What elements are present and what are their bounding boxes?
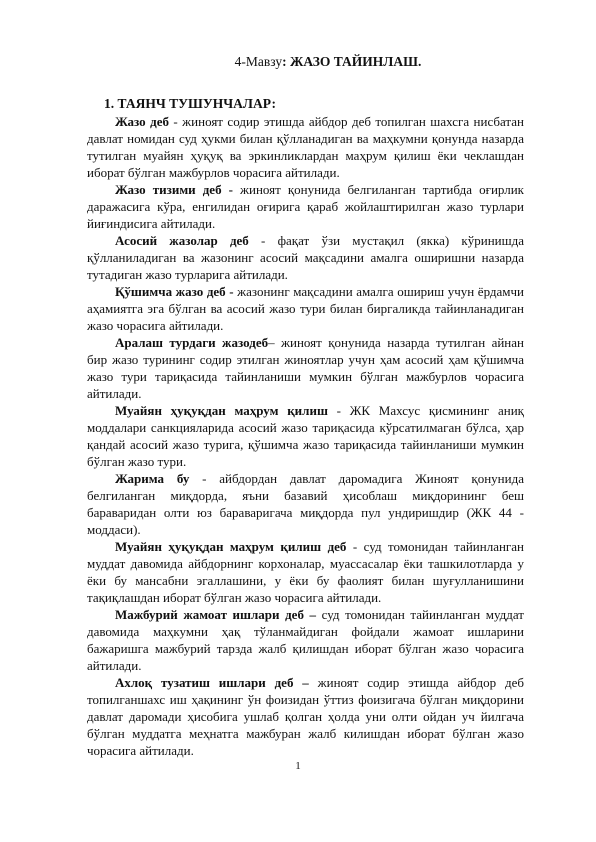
section-heading: 1. ТАЯНЧ ТУШУНЧАЛАР: bbox=[104, 96, 276, 111]
definition-paragraph bbox=[87, 232, 524, 283]
page-title bbox=[0, 54, 596, 70]
definition-paragraph bbox=[87, 674, 524, 759]
definition-text: - айбдордан давлат даромадига Жиноят қонунида белгиланган миқдорда, яъни базавий ҳисоблаш миқдорининг беш бараваридан олти юз бараваригача миқдорда пул ундиришдир (ЖК 44 - моддаси). bbox=[87, 471, 524, 537]
definition-term: Аралаш турдаги жазодеб bbox=[115, 335, 269, 350]
definition-term: Жазо тизими деб - bbox=[115, 182, 233, 197]
definition-text: суд томонидан тайинланган муддат давомида маҳкумни ҳақ тўланмайдиган фойдали жамоат ишларини бажаришга мажбурий тарзда жалб қилишдан иборат бўлган жазо чорасига айтилади. bbox=[87, 607, 524, 673]
definition-paragraph bbox=[87, 113, 524, 181]
definition-term: Асосий жазолар деб bbox=[115, 233, 249, 248]
definition-paragraph bbox=[87, 606, 524, 674]
definition-text: - жиноят содир этишда айбдор деб топилган шахсга нисбатан давлат номидан суд ҳукми билан қўлланадиган ва маҳкумни қонунда назарда тутилган муайян ҳуқуқ ва эркинликлардан маҳрум қилиш ёки чеклашдан иборат бўлган мажбурлов чорасига айтилади. bbox=[87, 114, 524, 180]
definition-term: Ахлоқ тузатиш ишлари деб – bbox=[115, 675, 309, 690]
definition-term: Жазо деб bbox=[115, 114, 169, 129]
definition-paragraph bbox=[87, 470, 524, 538]
definition-paragraph bbox=[87, 283, 524, 334]
definition-text: – жиноят қонунида назарда тутилган айнан бир жазо турининг содир этилган жиноятлар учун ҳам асосий ҳам қўшимча жазо тури тариқасида тайинланиши мумкин бўлган мажбурлов чорасига айтилади. bbox=[87, 335, 524, 401]
definition-text: жиноят содир этишда айбдор деб топилганшахс иш ҳақининг ўн фоизидан ўттиз фоизигача бўлган миқдорини давлат даромади ҳисобига ушлаб қолган ҳолда уни олти ойдан уч йилгача бўлган муддатга меҳнатга мажбуран жалб килишдан иборат бўлган жазо чорасига айтилади. bbox=[87, 675, 524, 758]
definition-text: - суд томонидан тайинланган муддат давомида айбдорнинг корхоналар, муассасалар ёки ташкилотларда у ёки бу мансабни эгаллашини, у ёки бу фаолият билан шуғулланишини тақиқлашдан иборат бўлган жазо чорасига айтилади. bbox=[87, 539, 524, 605]
definition-text: - фақат ўзи мустақил (якка) кўринишда қўлланиладиган ва жазонинг асосий мақсадини амалга оширишни назарда тутадиган жазо турларига айтилади. bbox=[87, 233, 524, 282]
page-number: 1 bbox=[295, 760, 301, 772]
definition-term: Муайян ҳуқуқдан маҳрум қилиш bbox=[115, 403, 328, 418]
definition-paragraph bbox=[87, 334, 524, 402]
definition-term: Мажбурий жамоат ишлари деб – bbox=[115, 607, 317, 622]
definition-paragraph bbox=[87, 402, 524, 470]
title-prefix: 4-Мавзу bbox=[234, 54, 283, 69]
definition-term: Жарима бу bbox=[115, 471, 190, 486]
title-main: : ЖАЗО ТАЙИНЛАШ. bbox=[282, 54, 422, 69]
definition-term: Қўшимча жазо деб - bbox=[115, 284, 234, 299]
definition-term: Муайян ҳуқуқдан маҳрум қилиш деб bbox=[115, 539, 347, 554]
definition-text: жиноят қонунида белгиланган тартибда оғирлик даражасига кўра, енгилидан оғирига қараб жойлаштирилган жазо турлари йиғиндисига айтилади. bbox=[87, 182, 524, 231]
document-body bbox=[87, 113, 524, 759]
definition-paragraph bbox=[87, 538, 524, 606]
definition-text: жазонинг мақсадини амалга ошириш учун ёрдамчи аҳамиятга эга бўлган ва асосий жазо тури билан биргаликда тайинланадиган жазо чорасига айтилади. bbox=[87, 284, 525, 333]
definition-paragraph bbox=[87, 181, 524, 232]
definition-text: - ЖК Махсус қисмининг аниқ моддалари санкцияларида асосий жазо тариқасида кўрсатилмаган бўлса, ҳар қандай асосий жазо турига, қўшимча жазо тариқасида тайинланиши мумкин бўлган жазо тури. bbox=[87, 403, 524, 469]
